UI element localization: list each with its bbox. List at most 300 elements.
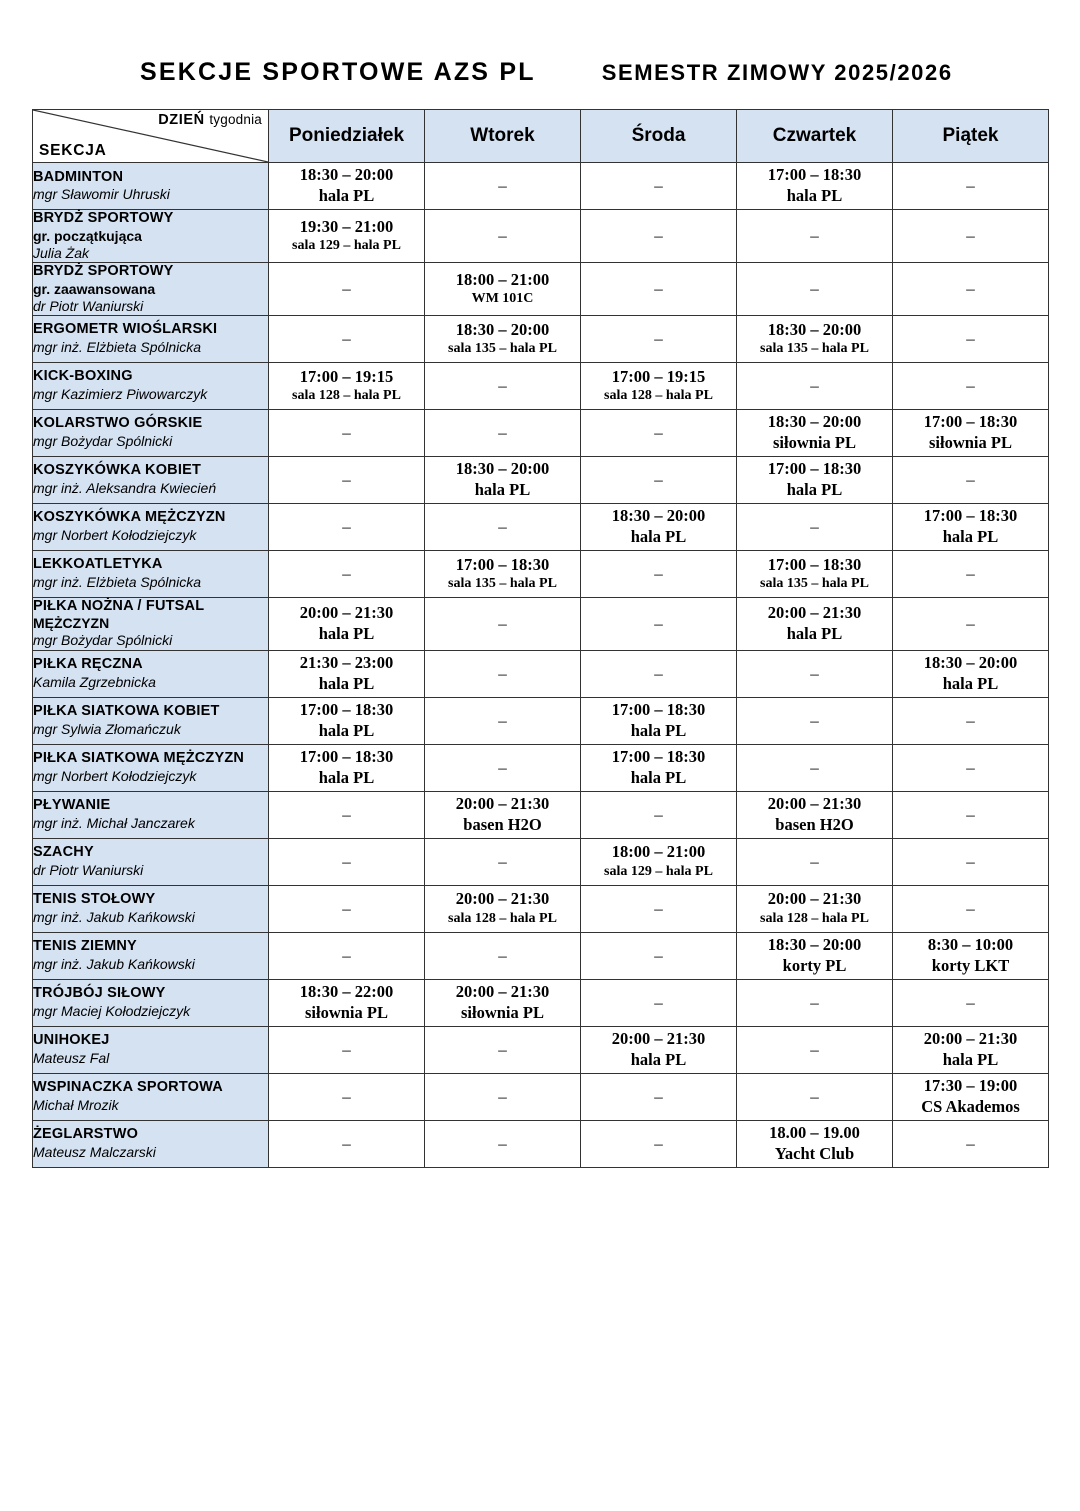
empty-slot-mark: – (654, 422, 663, 442)
schedule-cell (581, 1073, 737, 1120)
section-cell (33, 456, 269, 503)
schedule-cell (893, 163, 1049, 210)
section-cell (33, 885, 269, 932)
table-row (33, 362, 1049, 409)
schedule-cell (581, 456, 737, 503)
slot-time: 18:30 – 20:00 (767, 934, 862, 954)
slot-place: CS Akademos (921, 1096, 1020, 1116)
schedule-table (32, 109, 1049, 1168)
empty-slot-mark: – (654, 945, 663, 965)
empty-slot-mark: – (810, 1039, 819, 1059)
schedule-cell (893, 979, 1049, 1026)
schedule-cell (737, 597, 893, 650)
section-name: LEKKOATLETYKA (33, 556, 163, 573)
schedule-cell (893, 315, 1049, 362)
section-name: TRÓJBÓJ SIŁOWY (33, 985, 166, 1002)
empty-slot-mark: – (966, 710, 975, 730)
schedule-cell (269, 838, 425, 885)
schedule-cell (893, 838, 1049, 885)
section-cell (33, 1120, 269, 1167)
schedule-cell (425, 550, 581, 597)
slot-place: siłownia PL (773, 432, 856, 452)
slot-time: 18:00 – 21:00 (455, 269, 550, 289)
table-row (33, 163, 1049, 210)
table-row (33, 1073, 1049, 1120)
section-teacher: mgr Sylwia Złomańczuk (33, 720, 181, 737)
empty-slot-mark: – (966, 851, 975, 871)
section-name: PIŁKA RĘCZNA (33, 656, 143, 673)
empty-slot-mark: – (342, 1086, 351, 1106)
schedule-cell (269, 791, 425, 838)
schedule-cell (425, 1073, 581, 1120)
section-teacher: mgr Kazimierz Piwowarczyk (33, 385, 208, 402)
empty-slot-mark: – (342, 422, 351, 442)
section-teacher: Mateusz Fal (33, 1049, 110, 1066)
schedule-cell (425, 791, 581, 838)
schedule-cell (425, 262, 581, 315)
section-teacher: mgr inż. Elżbieta Spólnicka (33, 338, 202, 355)
empty-slot-mark: – (654, 1086, 663, 1106)
schedule-cell (581, 1026, 737, 1073)
schedule-cell (581, 262, 737, 315)
schedule-cell (737, 456, 893, 503)
slot-time: 17:00 – 18:30 (923, 412, 1018, 432)
slot-place: WM 101C (471, 291, 534, 307)
table-row (33, 503, 1049, 550)
table-row (33, 791, 1049, 838)
table-row (33, 262, 1049, 315)
slot-time: 18:30 – 20:00 (611, 506, 706, 526)
section-cell (33, 1026, 269, 1073)
empty-slot-mark: – (654, 225, 663, 245)
empty-slot-mark: – (966, 563, 975, 583)
schedule-cell (581, 210, 737, 263)
slot-place: hala PL (786, 623, 843, 643)
section-cell (33, 650, 269, 697)
header-day-word-light: tygodnia (209, 112, 262, 127)
empty-slot-mark: – (342, 328, 351, 348)
section-name: KOLARSTWO GÓRSKIE (33, 415, 203, 432)
schedule-cell (269, 650, 425, 697)
slot-place: hala PL (318, 623, 375, 643)
header-corner-cell (33, 110, 269, 163)
slot-time: 18:30 – 22:00 (299, 981, 394, 1001)
schedule-cell (425, 315, 581, 362)
schedule-cell (893, 456, 1049, 503)
schedule-cell (737, 697, 893, 744)
slot-time: 17:30 – 19:00 (923, 1075, 1018, 1095)
schedule-cell (737, 503, 893, 550)
schedule-cell (737, 550, 893, 597)
schedule-cell (581, 362, 737, 409)
table-row (33, 315, 1049, 362)
schedule-cell (425, 503, 581, 550)
empty-slot-mark: – (810, 851, 819, 871)
schedule-cell (737, 315, 893, 362)
empty-slot-mark: – (498, 516, 507, 536)
table-row (33, 979, 1049, 1026)
schedule-cell (737, 210, 893, 263)
slot-place: siłownia PL (461, 1002, 544, 1022)
empty-slot-mark: – (654, 663, 663, 683)
slot-place: sala 135 – hala PL (760, 576, 869, 592)
slot-place: siłownia PL (305, 1002, 388, 1022)
schedule-cell (425, 838, 581, 885)
schedule-cell (581, 744, 737, 791)
slot-time: 18:30 – 20:00 (455, 459, 550, 479)
empty-slot-mark: – (342, 945, 351, 965)
schedule-cell (269, 362, 425, 409)
section-name: ŻEGLARSTWO (33, 1126, 139, 1143)
section-name: BADMINTON (33, 168, 124, 185)
slot-time: 20:00 – 21:30 (611, 1028, 706, 1048)
column-header-tuesday: Wtorek (425, 110, 581, 163)
schedule-cell (581, 791, 737, 838)
empty-slot-mark: – (498, 225, 507, 245)
section-teacher: mgr inż. Michał Janczarek (33, 814, 195, 831)
schedule-cell (893, 650, 1049, 697)
slot-time: 20:00 – 21:30 (767, 602, 862, 622)
schedule-cell (581, 409, 737, 456)
schedule-cell (269, 315, 425, 362)
section-cell (33, 1073, 269, 1120)
schedule-cell (737, 409, 893, 456)
schedule-cell (269, 697, 425, 744)
empty-slot-mark: – (654, 992, 663, 1012)
schedule-cell (893, 210, 1049, 263)
slot-time: 17:00 – 18:30 (923, 506, 1018, 526)
slot-place: basen H2O (775, 814, 854, 834)
slot-place: korty LKT (931, 955, 1010, 975)
section-name: TENIS STOŁOWY (33, 891, 156, 908)
slot-time: 17:00 – 18:30 (767, 165, 862, 185)
schedule-cell (893, 744, 1049, 791)
schedule-cell (893, 362, 1049, 409)
section-cell (33, 791, 269, 838)
slot-time: 18.00 – 19.00 (769, 1122, 860, 1142)
section-cell (33, 210, 269, 263)
empty-slot-mark: – (966, 804, 975, 824)
section-teacher: mgr Norbert Kołodziejczyk (33, 767, 197, 784)
slot-time: 20:00 – 21:30 (455, 793, 550, 813)
empty-slot-mark: – (498, 663, 507, 683)
empty-slot-mark: – (966, 992, 975, 1012)
schedule-cell (893, 262, 1049, 315)
section-teacher: dr Piotr Waniurski (33, 861, 144, 878)
schedule-cell (581, 597, 737, 650)
section-cell (33, 744, 269, 791)
slot-place: sala 135 – hala PL (448, 341, 557, 357)
page-subtitle: SEMESTR ZIMOWY 2025/2026 (601, 60, 953, 85)
section-cell (33, 315, 269, 362)
slot-time: 17:00 – 18:30 (455, 554, 550, 574)
schedule-cell (425, 885, 581, 932)
schedule-cell (737, 362, 893, 409)
empty-slot-mark: – (342, 898, 351, 918)
section-cell (33, 163, 269, 210)
slot-time: 17:00 – 18:30 (611, 746, 706, 766)
schedule-cell (581, 838, 737, 885)
empty-slot-mark: – (498, 613, 507, 633)
schedule-cell (425, 597, 581, 650)
empty-slot-mark: – (966, 278, 975, 298)
schedule-cell (737, 1026, 893, 1073)
table-row (33, 932, 1049, 979)
schedule-cell (893, 932, 1049, 979)
slot-time: 20:00 – 21:30 (455, 981, 550, 1001)
schedule-cell (425, 409, 581, 456)
empty-slot-mark: – (654, 613, 663, 633)
column-header-wednesday: Środa (581, 110, 737, 163)
empty-slot-mark: – (966, 469, 975, 489)
schedule-cell (425, 163, 581, 210)
schedule-cell (425, 697, 581, 744)
empty-slot-mark: – (966, 1133, 975, 1153)
empty-slot-mark: – (498, 710, 507, 730)
section-name: KOSZYKÓWKA KOBIET (33, 462, 201, 479)
table-row (33, 885, 1049, 932)
schedule-cell (269, 1026, 425, 1073)
schedule-cell (581, 503, 737, 550)
schedule-cell (269, 456, 425, 503)
empty-slot-mark: – (810, 710, 819, 730)
schedule-cell (581, 315, 737, 362)
slot-time: 8:30 – 10:00 (927, 934, 1014, 954)
section-name: KOSZYKÓWKA MĘŻCZYZN (33, 509, 226, 526)
schedule-cell (737, 262, 893, 315)
empty-slot-mark: – (498, 422, 507, 442)
schedule-cell (425, 210, 581, 263)
schedule-cell (893, 885, 1049, 932)
slot-place: korty PL (782, 955, 847, 975)
section-group: MĘŻCZYZN (33, 615, 110, 632)
table-header-row (33, 110, 1049, 163)
section-teacher: mgr Bożydar Spólnicki (33, 632, 173, 649)
table-header (33, 110, 1049, 163)
schedule-cell (893, 791, 1049, 838)
empty-slot-mark: – (654, 1133, 663, 1153)
schedule-cell (893, 409, 1049, 456)
header-day-label (158, 112, 262, 128)
empty-slot-mark: – (966, 328, 975, 348)
section-teacher: mgr Maciej Kołodziejczyk (33, 1002, 191, 1019)
empty-slot-mark: – (654, 898, 663, 918)
schedule-cell (425, 362, 581, 409)
schedule-cell (425, 1120, 581, 1167)
empty-slot-mark: – (810, 516, 819, 536)
section-teacher: Kamila Zgrzebnicka (33, 673, 156, 690)
schedule-cell (737, 791, 893, 838)
slot-time: 18:30 – 20:00 (767, 412, 862, 432)
schedule-cell (269, 979, 425, 1026)
schedule-cell (581, 550, 737, 597)
slot-time: 17:00 – 19:15 (299, 366, 394, 386)
schedule-cell (581, 979, 737, 1026)
slot-time: 20:00 – 21:30 (455, 889, 550, 909)
slot-time: 20:00 – 21:30 (299, 602, 394, 622)
section-teacher: mgr Sławomir Uhruski (33, 186, 170, 203)
empty-slot-mark: – (342, 469, 351, 489)
section-name: PŁYWANIE (33, 797, 111, 814)
slot-place: hala PL (786, 479, 843, 499)
empty-slot-mark: – (342, 1039, 351, 1059)
slot-time: 17:00 – 18:30 (611, 699, 706, 719)
empty-slot-mark: – (810, 1086, 819, 1106)
table-row (33, 838, 1049, 885)
table-row (33, 1120, 1049, 1167)
table-row (33, 697, 1049, 744)
slot-place: hala PL (630, 767, 687, 787)
slot-time: 21:30 – 23:00 (299, 652, 394, 672)
schedule-cell (269, 262, 425, 315)
schedule-cell (269, 163, 425, 210)
empty-slot-mark: – (342, 278, 351, 298)
schedule-cell (425, 1026, 581, 1073)
schedule-cell (737, 650, 893, 697)
slot-place: hala PL (942, 673, 999, 693)
section-cell (33, 597, 269, 650)
table-body (33, 163, 1049, 1168)
slot-place: hala PL (630, 720, 687, 740)
section-cell (33, 362, 269, 409)
section-name: UNIHOKEJ (33, 1032, 110, 1049)
slot-place: Yacht Club (774, 1143, 855, 1163)
section-group: gr. początkująca (33, 227, 142, 244)
slot-time: 20:00 – 21:30 (767, 889, 862, 909)
section-cell (33, 979, 269, 1026)
schedule-cell (269, 1120, 425, 1167)
schedule-cell (269, 885, 425, 932)
section-teacher: Mateusz Malczarski (33, 1143, 156, 1160)
empty-slot-mark: – (342, 1133, 351, 1153)
slot-time: 17:00 – 18:30 (299, 746, 394, 766)
slot-place: hala PL (942, 1049, 999, 1069)
section-name: PIŁKA SIATKOWA KOBIET (33, 703, 220, 720)
schedule-cell (737, 838, 893, 885)
schedule-cell (581, 650, 737, 697)
schedule-cell (425, 456, 581, 503)
empty-slot-mark: – (498, 1133, 507, 1153)
section-name: WSPINACZKA SPORTOWA (33, 1079, 223, 1096)
schedule-cell (269, 744, 425, 791)
schedule-cell (893, 1120, 1049, 1167)
section-teacher: mgr inż. Aleksandra Kwiecień (33, 479, 217, 496)
empty-slot-mark: – (654, 176, 663, 195)
schedule-cell (269, 550, 425, 597)
schedule-cell (581, 163, 737, 210)
schedule-cell (425, 979, 581, 1026)
section-group: gr. zaawansowana (33, 280, 156, 297)
empty-slot-mark: – (498, 1039, 507, 1059)
empty-slot-mark: – (654, 563, 663, 583)
empty-slot-mark: – (966, 375, 975, 395)
section-cell (33, 932, 269, 979)
schedule-cell (425, 932, 581, 979)
slot-place: hala PL (474, 479, 531, 499)
section-cell (33, 550, 269, 597)
schedule-cell (425, 650, 581, 697)
slot-time: 17:00 – 18:30 (767, 459, 862, 479)
section-cell (33, 262, 269, 315)
empty-slot-mark: – (342, 563, 351, 583)
empty-slot-mark: – (966, 757, 975, 777)
section-cell (33, 838, 269, 885)
section-name: TENIS ZIEMNY (33, 938, 137, 955)
schedule-cell (581, 885, 737, 932)
schedule-cell (581, 932, 737, 979)
schedule-cell (269, 409, 425, 456)
schedule-cell (893, 597, 1049, 650)
table-row (33, 650, 1049, 697)
section-teacher: mgr Norbert Kołodziejczyk (33, 526, 197, 543)
schedule-cell (893, 1073, 1049, 1120)
empty-slot-mark: – (810, 375, 819, 395)
schedule-cell (269, 503, 425, 550)
slot-time: 17:00 – 19:15 (611, 366, 706, 386)
schedule-cell (269, 932, 425, 979)
slot-time: 18:30 – 20:00 (299, 165, 394, 185)
schedule-cell (893, 697, 1049, 744)
schedule-cell (425, 744, 581, 791)
section-teacher: mgr inż. Jakub Kańkowski (33, 955, 195, 972)
section-name: BRYDŻ SPORTOWY (33, 262, 174, 279)
header-section-label: SEKCJA (39, 142, 107, 159)
slot-place: sala 129 – hala PL (292, 238, 401, 254)
section-name: SZACHY (33, 844, 94, 861)
empty-slot-mark: – (498, 1086, 507, 1106)
slot-time: 20:00 – 21:30 (923, 1028, 1018, 1048)
slot-time: 17:00 – 18:30 (767, 554, 862, 574)
column-header-friday: Piątek (893, 110, 1049, 163)
empty-slot-mark: – (966, 613, 975, 633)
slot-time: 17:00 – 18:30 (299, 699, 394, 719)
empty-slot-mark: – (654, 278, 663, 298)
schedule-cell (737, 979, 893, 1026)
empty-slot-mark: – (498, 945, 507, 965)
slot-time: 18:30 – 20:00 (923, 652, 1018, 672)
slot-time: 18:30 – 20:00 (455, 319, 550, 339)
empty-slot-mark: – (498, 757, 507, 777)
column-header-monday: Poniedziałek (269, 110, 425, 163)
page-title: SEKCJE SPORTOWE AZS PL (140, 58, 536, 86)
table-row (33, 456, 1049, 503)
empty-slot-mark: – (810, 992, 819, 1012)
empty-slot-mark: – (810, 663, 819, 683)
slot-place: hala PL (786, 186, 843, 205)
table-row (33, 597, 1049, 650)
slot-place: sala 128 – hala PL (292, 388, 401, 404)
section-name: BRYDŻ SPORTOWY (33, 210, 174, 226)
table-row (33, 550, 1049, 597)
slot-place: hala PL (318, 720, 375, 740)
schedule-cell (893, 503, 1049, 550)
section-name: PIŁKA NOŻNA / FUTSAL (33, 597, 205, 614)
section-teacher: mgr inż. Jakub Kańkowski (33, 908, 195, 925)
schedule-cell (737, 163, 893, 210)
schedule-cell (737, 1073, 893, 1120)
table-row (33, 744, 1049, 791)
empty-slot-mark: – (342, 804, 351, 824)
slot-place: siłownia PL (929, 432, 1012, 452)
column-header-thursday: Czwartek (737, 110, 893, 163)
slot-time: 19:30 – 21:00 (299, 216, 394, 236)
slot-time: 20:00 – 21:30 (767, 793, 862, 813)
section-cell (33, 697, 269, 744)
slot-place: hala PL (942, 526, 999, 546)
empty-slot-mark: – (810, 757, 819, 777)
slot-time: 18:30 – 20:00 (767, 319, 862, 339)
slot-place: hala PL (318, 673, 375, 693)
